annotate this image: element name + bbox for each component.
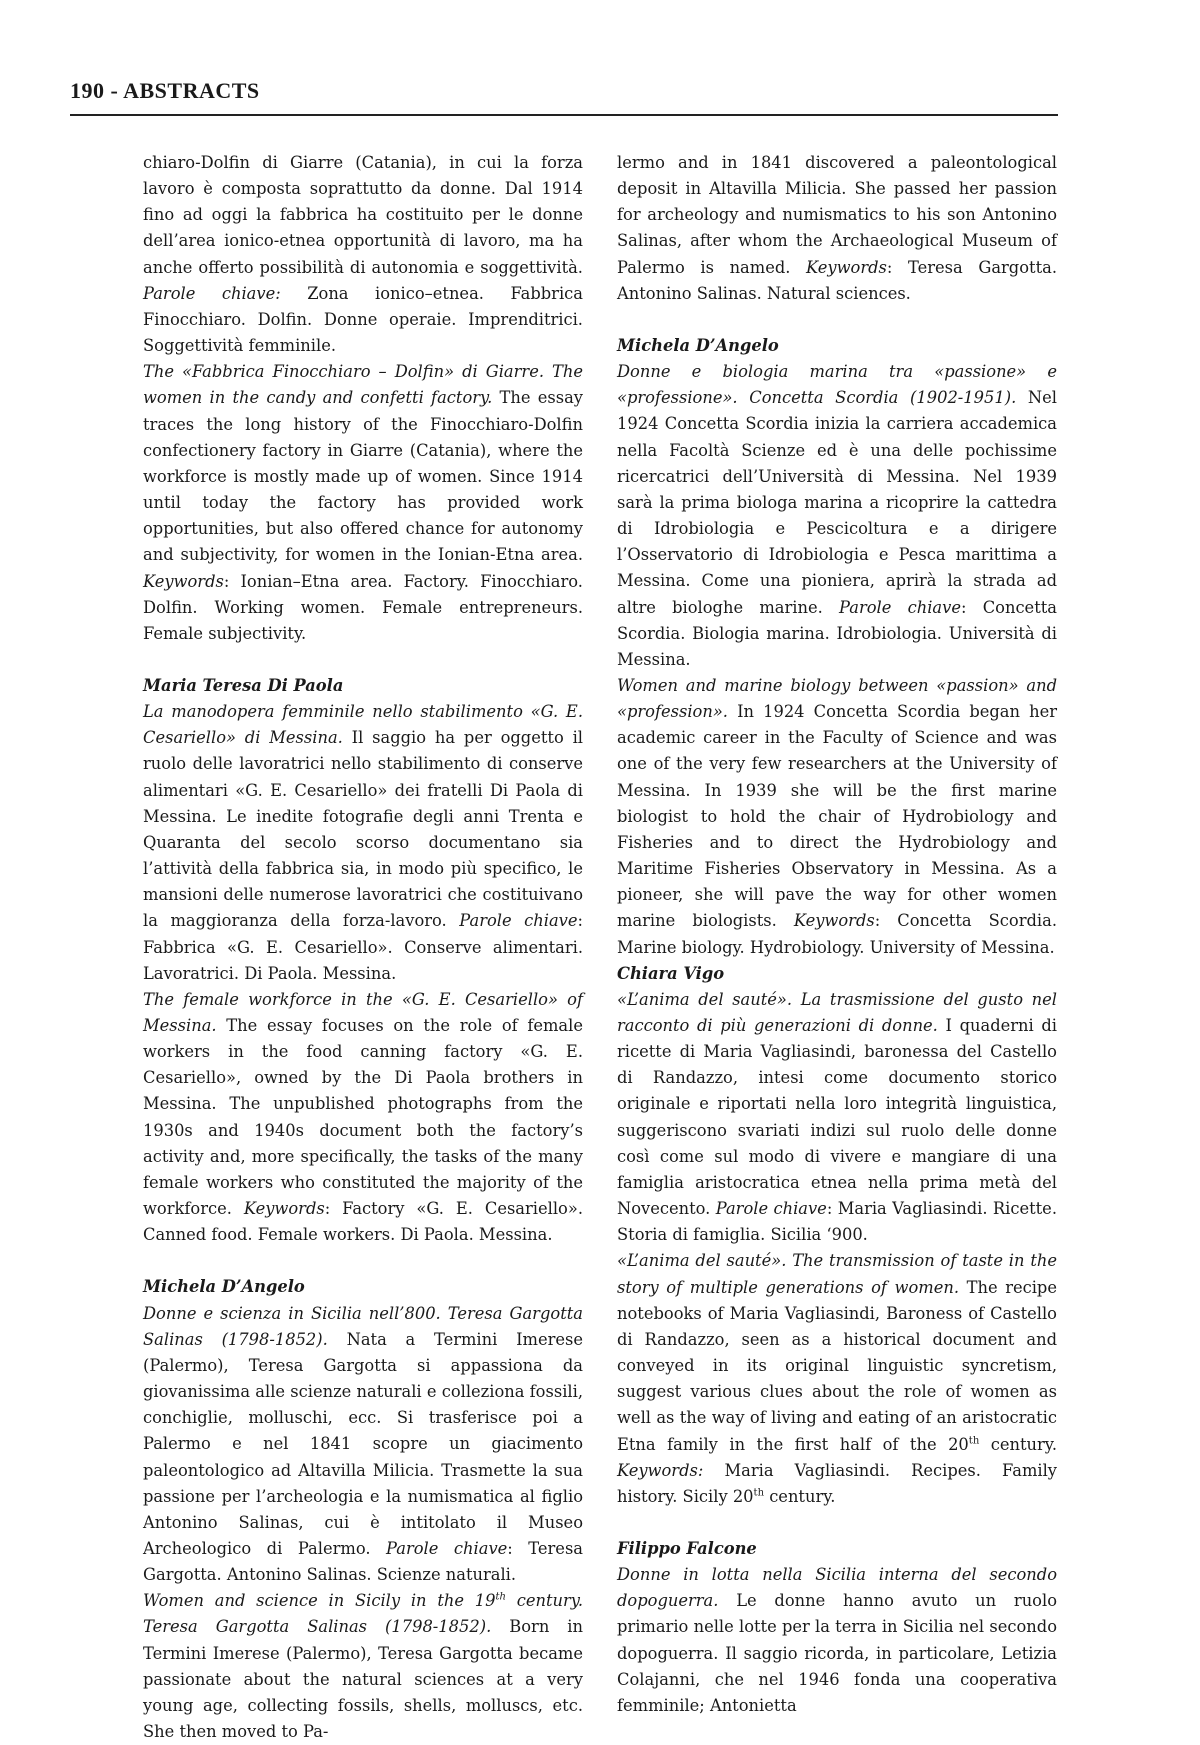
abstract-text: Le donne hanno avuto un ruolo primario nelle lotte per la terra in Sicilia nel secondo dopoguerra. Il saggio ricorda, in particolare, Letizia Colajanni, che nel 1946 fonda una cooperativa femminile; Antonietta — [617, 1591, 1057, 1715]
section-title: ABSTRACTS — [123, 78, 260, 103]
abstract-title: Women and marine biology between «passion» and «profession». — [617, 675, 1057, 722]
keywords-text: Maria Vagliasindi. Recipes. Family history. Sicily 20 — [617, 1460, 1057, 1506]
keywords-text: : Teresa Gargotta. Antonino Salinas. Scienze naturali. — [143, 1538, 584, 1585]
keywords-label: Parole chiave — [386, 1538, 508, 1558]
abstract-title: «L’anima del sauté». The transmission of taste in the story of multiple generations of women. — [617, 1251, 1057, 1297]
keywords-label: Keywords: — [617, 1460, 704, 1480]
abstract-paragraph — [143, 359, 583, 647]
abstract-text: Nata a Termini Imerese (Palermo), Teresa Gargotta si appassiona da giovanissima alle scienze naturali e colleziona fossili, conchiglie, molluschi, ecc. Si trasferisce poi a Palermo e nel 1841 scopre un giacimento paleontologico ad Altavilla Milicia. Trasmette la sua passione per l’archeologia e la numismatica al figlio Antonino Salinas, cui è intitolato il Museo Archeologico di Palermo. — [143, 1329, 583, 1558]
abstract-paragraph — [143, 1588, 583, 1745]
author-name: Michela D’Angelo — [617, 335, 779, 355]
author-name: Chiara Vigo — [617, 963, 725, 983]
abstract-paragraph — [143, 150, 583, 359]
left-column — [143, 150, 583, 1745]
keywords-text: Zona ionico–etnea. Fabbrica Finocchiaro. Dolfin. Donne operaie. Imprenditrici. Soggettività femminile. — [143, 283, 583, 356]
abstract-text: The essay focuses on the role of female workers in the food canning factory «G. E. Cesariello», owned by the Di Paola brothers in Messina. The unpublished photographs from the 1930s and 1940s document both the factory’s activity and, more specifically, the tasks of the many female workers who constituted the majority of the workforce. — [143, 1016, 583, 1219]
abstract-title: Donne e scienza in Sicilia nell’800. Teresa Gargotta Salinas (1798-1852). — [143, 1303, 583, 1349]
keywords-label: Keywords — [143, 571, 224, 591]
keywords-text: : Maria Vagliasindi. Ricette. Storia di famiglia. Sicilia ‘900. — [617, 1199, 1057, 1245]
abstract-text: Nel 1924 Concetta Scordia inizia la carriera accademica nella Facoltà Scienze ed è una delle pochissime ricercatrici dell’Università di Messina. Nel 1939 sarà la prima biologa marina a ricoprire la cattedra di Idrobiologia e Pescicoltura e a dirigere l’Osservatorio di Idrobiologia e Pesca marittima a Messina. Come una pioniera, aprirà la strada ad altre biologhe marine. — [617, 388, 1057, 617]
abstract-text: I quaderni di ricette di Maria Vagliasindi, baronessa del Castello di Randazzo, intesi come documento storico originale e riportati nella loro integrità linguistica, suggeriscono svariati indizi sul ruolo delle donne così come sul modo di vivere e mangiare di una famiglia aristocratica etnea nella prima metà del Novecento. — [617, 1016, 1057, 1219]
keywords-text: : Ionian–Etna area. Factory. Finocchiaro. Dolfin. Working women. Female entrepreneurs. Female subjectivity. — [143, 571, 583, 643]
page-number: 190 — [70, 78, 105, 103]
abstract-paragraph — [617, 987, 1057, 1249]
right-column — [617, 150, 1057, 1719]
superscript: th — [968, 1435, 980, 1447]
keywords-label: Parole chiave — [839, 597, 961, 617]
abstract-title: «L’anima del sauté». La trasmissione del gusto nel racconto di più generazioni di donne. — [617, 989, 1057, 1035]
header-separator: - — [110, 78, 119, 103]
keywords-text: : Concetta Scordia. Marine biology. Hydrobiology. University of Messina. — [617, 911, 1057, 957]
abstract-paragraph — [617, 359, 1057, 673]
abstract-text: Born in Termini Imerese (Palermo), Teresa Gargotta became passionate about the natural sciences at a very young age, collecting fossils, shells, molluscs, etc. She then moved to Pa- — [143, 1617, 583, 1742]
author-name: Michela D’Angelo — [143, 1277, 305, 1297]
keywords-text: century. — [764, 1486, 836, 1506]
abstract-text: The essay traces the long history of the Finocchiaro-Dolfin confectionery factory in Giarre (Catania), where the workforce is mostly made up of women. Since 1914 until today the factory has provided work opportunities, but also offered chance for autonomy and subjectivity, for women in the Ionian-Etna area. — [143, 388, 583, 565]
abstract-paragraph — [617, 1248, 1057, 1510]
abstract-title: La manodopera femminile nello stabilimento «G. E. Cesariello» di Messina. — [143, 702, 583, 748]
keywords-label: Keywords — [243, 1199, 325, 1219]
abstract-paragraph — [143, 987, 583, 1249]
abstract-title: The female workforce in the «G. E. Cesariello» of Messina. — [143, 989, 583, 1035]
keywords-label: Parole chiave: — [143, 283, 281, 303]
keywords-label: Keywords — [793, 911, 875, 931]
abstract-title: The «Fabbrica Finocchiaro – Dolfin» di Giarre. The women in the candy and confetti factory. — [143, 362, 583, 408]
keywords-text: : Teresa Gargotta. Antonino Salinas. Natural sciences. — [617, 257, 1058, 303]
abstract-text: lermo and in 1841 discovered a paleontological deposit in Altavilla Milicia. She passed her passion for archeology and numismatics to his son Antonino Salinas, after whom the Archaeological Museum of Palermo is named. — [617, 153, 1057, 277]
author-name: Filippo Falcone — [617, 1538, 757, 1558]
abstract-title: Women and science in Sicily in the 19th century. Teresa Gargotta Salinas (1798-1852). — [143, 1591, 584, 1637]
keywords-text: : Fabbrica «G. E. Cesariello». Conserve alimentari. Lavoratrici. Di Paola. Messina. — [143, 911, 584, 983]
abstract-paragraph — [617, 673, 1057, 961]
keywords-text: : Concetta Scordia. Biologia marina. Idrobiologia. Università di Messina. — [617, 597, 1057, 669]
superscript: th — [753, 1487, 765, 1499]
abstract-text: The recipe notebooks of Maria Vagliasindi, Baroness of Castello di Randazzo, seen as a historical document and conveyed in its original linguistic syncretism, suggest various clues about the role of women as well as the way of living and eating of an aristocratic Etna family in the first half of the 20 — [617, 1277, 1057, 1454]
author-name: Maria Teresa Di Paola — [143, 675, 344, 695]
abstract-paragraph — [617, 150, 1057, 307]
abstract-paragraph — [143, 1301, 583, 1589]
keywords-text: : Factory «G. E. Cesariello». Canned food. Female workers. Di Paola. Messina. — [143, 1199, 583, 1245]
keywords-label: Keywords — [806, 257, 887, 277]
keywords-label: Parole chiave — [715, 1199, 827, 1219]
abstract-title: Donne in lotta nella Sicilia interna del secondo dopoguerra. — [617, 1565, 1057, 1611]
abstract-title: Donne e biologia marina tra «passione» e «professione». Concetta Scordia (1902-1951). — [617, 362, 1057, 408]
abstract-text: chiaro-Dolfin di Giarre (Catania), in cui la forza lavoro è composta soprattutto da donne. Dal 1914 fino ad oggi la fabbrica ha costituito per le donne dell’area ionico-etnea opportunità di lavoro, ma ha anche offerto possibilità di autonomia e soggettività. — [143, 153, 583, 277]
page-header — [70, 78, 1058, 116]
running-head — [70, 78, 260, 104]
abstract-text: Il saggio ha per oggetto il ruolo delle lavoratrici nello stabilimento di conserve alimentari «G. E. Cesariello» dei fratelli Di Paola di Messina. Le inedite fotografie degli anni Trenta e Quaranta del secolo scorso documentano sia l’attività della fabbrica sia, in modo più specifico, le mansioni delle numerose lavoratrici che costituivano la maggioranza della forza-lavoro. — [143, 728, 583, 931]
abstract-text: In 1924 Concetta Scordia began her academic career in the Faculty of Science and was one of the very few researchers at the University of Messina. In 1939 she will be the first marine biologist to hold the chair of Hydrobiology and Fisheries and to direct the Hydrobiology and Maritime Fisheries Observatory in Messina. As a pioneer, she will pave the way for other women marine biologists. — [617, 702, 1057, 931]
abstract-paragraph — [143, 699, 583, 987]
abstract-text: century. — [979, 1434, 1058, 1454]
keywords-label: Parole chiave — [459, 911, 578, 931]
